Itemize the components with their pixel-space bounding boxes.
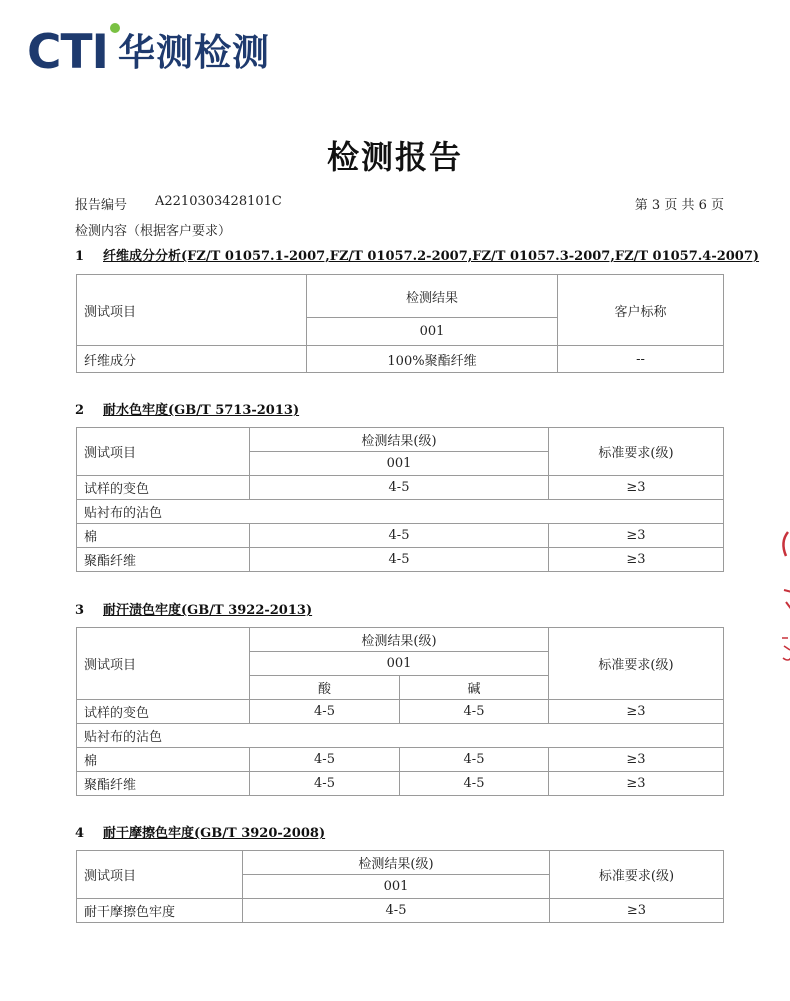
content-label: 检测内容（根据客户要求）	[75, 224, 232, 239]
row-alkali: 4-5	[400, 748, 549, 772]
fiber-composition-table	[76, 274, 724, 373]
header-sample-id: 001	[250, 452, 549, 476]
header-test-item: 测试项目	[77, 628, 250, 700]
section-heading: 纤维成分分析(FZ/T 01057.1-2007,FZ/T 01057.2-2007,FZ/T 01057.3-2007,FZ/T 01057.4-2007)	[103, 249, 760, 264]
seal-stamp-fragment	[778, 520, 790, 680]
row-result: 100%聚酯纤维	[307, 346, 558, 373]
header-alkali: 碱	[400, 676, 549, 700]
dry-rubbing-fastness-table	[76, 850, 724, 923]
row-result: 4-5	[250, 476, 549, 500]
row-item: 耐干摩擦色牢度	[77, 899, 243, 923]
row-acid: 4-5	[250, 748, 400, 772]
row-acid: 4-5	[250, 700, 400, 724]
header-test-item: 测试项目	[77, 428, 250, 476]
header-requirement: 标准要求(级)	[549, 628, 724, 700]
row-acid: 4-5	[250, 772, 400, 796]
section-heading: 耐水色牢度(GB/T 5713-2013)	[103, 403, 300, 418]
section-heading: 耐汗渍色牢度(GB/T 3922-2013)	[103, 603, 313, 618]
section-1-title	[75, 245, 759, 264]
section-number: 4	[75, 826, 85, 841]
section-heading: 耐干摩擦色牢度(GB/T 3920-2008)	[103, 826, 326, 841]
table-row	[77, 724, 724, 748]
row-item: 贴衬布的沾色	[77, 724, 724, 748]
header-result: 检测结果	[307, 275, 558, 318]
row-requirement: ≥3	[549, 700, 724, 724]
table-row	[77, 476, 724, 500]
table-row	[77, 524, 724, 548]
section-number: 2	[75, 403, 85, 418]
header-acid: 酸	[250, 676, 400, 700]
table-row	[77, 346, 724, 373]
row-item: 棉	[77, 524, 250, 548]
row-item: 聚酯纤维	[77, 548, 250, 572]
header-result: 检测结果(级)	[243, 851, 550, 875]
table-row	[77, 772, 724, 796]
section-3-title	[75, 599, 312, 618]
section-2-title	[75, 399, 299, 418]
header-requirement: 标准要求(级)	[549, 428, 724, 476]
water-fastness-table	[76, 427, 724, 572]
row-result: 4-5	[250, 548, 549, 572]
logo-text-en: CTI	[27, 24, 109, 80]
row-requirement: ≥3	[549, 748, 724, 772]
table-row	[77, 899, 724, 923]
header-result: 检测结果(级)	[250, 428, 549, 452]
row-item: 棉	[77, 748, 250, 772]
header-test-item: 测试项目	[77, 851, 243, 899]
row-item: 纤维成分	[77, 346, 307, 373]
company-logo	[27, 24, 270, 80]
table-row	[77, 748, 724, 772]
section-number: 3	[75, 603, 85, 618]
header-client-name: 客户标称	[558, 275, 724, 346]
table-row	[77, 548, 724, 572]
row-requirement: ≥3	[550, 899, 724, 923]
report-number-label: 报告编号	[75, 198, 128, 213]
table-row	[77, 500, 724, 524]
report-number: A2210303428101C	[155, 194, 282, 209]
section-4-title	[75, 822, 325, 841]
logo-text-cn: 华测检测	[118, 30, 271, 74]
page-info: 第 3 页 共 6 页	[634, 198, 724, 213]
row-item: 试样的变色	[77, 476, 250, 500]
header-sample-id: 001	[307, 318, 558, 346]
row-item: 聚酯纤维	[77, 772, 250, 796]
header-sample-id: 001	[250, 652, 549, 676]
section-number: 1	[75, 249, 85, 264]
row-result: 4-5	[250, 524, 549, 548]
row-item: 贴衬布的沾色	[77, 500, 724, 524]
row-client-name: --	[558, 346, 724, 373]
row-requirement: ≥3	[549, 524, 724, 548]
header-test-item: 测试项目	[77, 275, 307, 346]
header-result: 检测结果(级)	[250, 628, 549, 652]
row-requirement: ≥3	[549, 476, 724, 500]
table-row	[77, 700, 724, 724]
logo-dot	[110, 23, 120, 33]
row-result: 4-5	[243, 899, 550, 923]
perspiration-fastness-table	[76, 627, 724, 796]
header-requirement: 标准要求(级)	[550, 851, 724, 899]
header-sample-id: 001	[243, 875, 550, 899]
row-item: 试样的变色	[77, 700, 250, 724]
row-requirement: ≥3	[549, 772, 724, 796]
page-title: 检测报告	[326, 138, 463, 176]
row-requirement: ≥3	[549, 548, 724, 572]
row-alkali: 4-5	[400, 772, 549, 796]
row-alkali: 4-5	[400, 700, 549, 724]
